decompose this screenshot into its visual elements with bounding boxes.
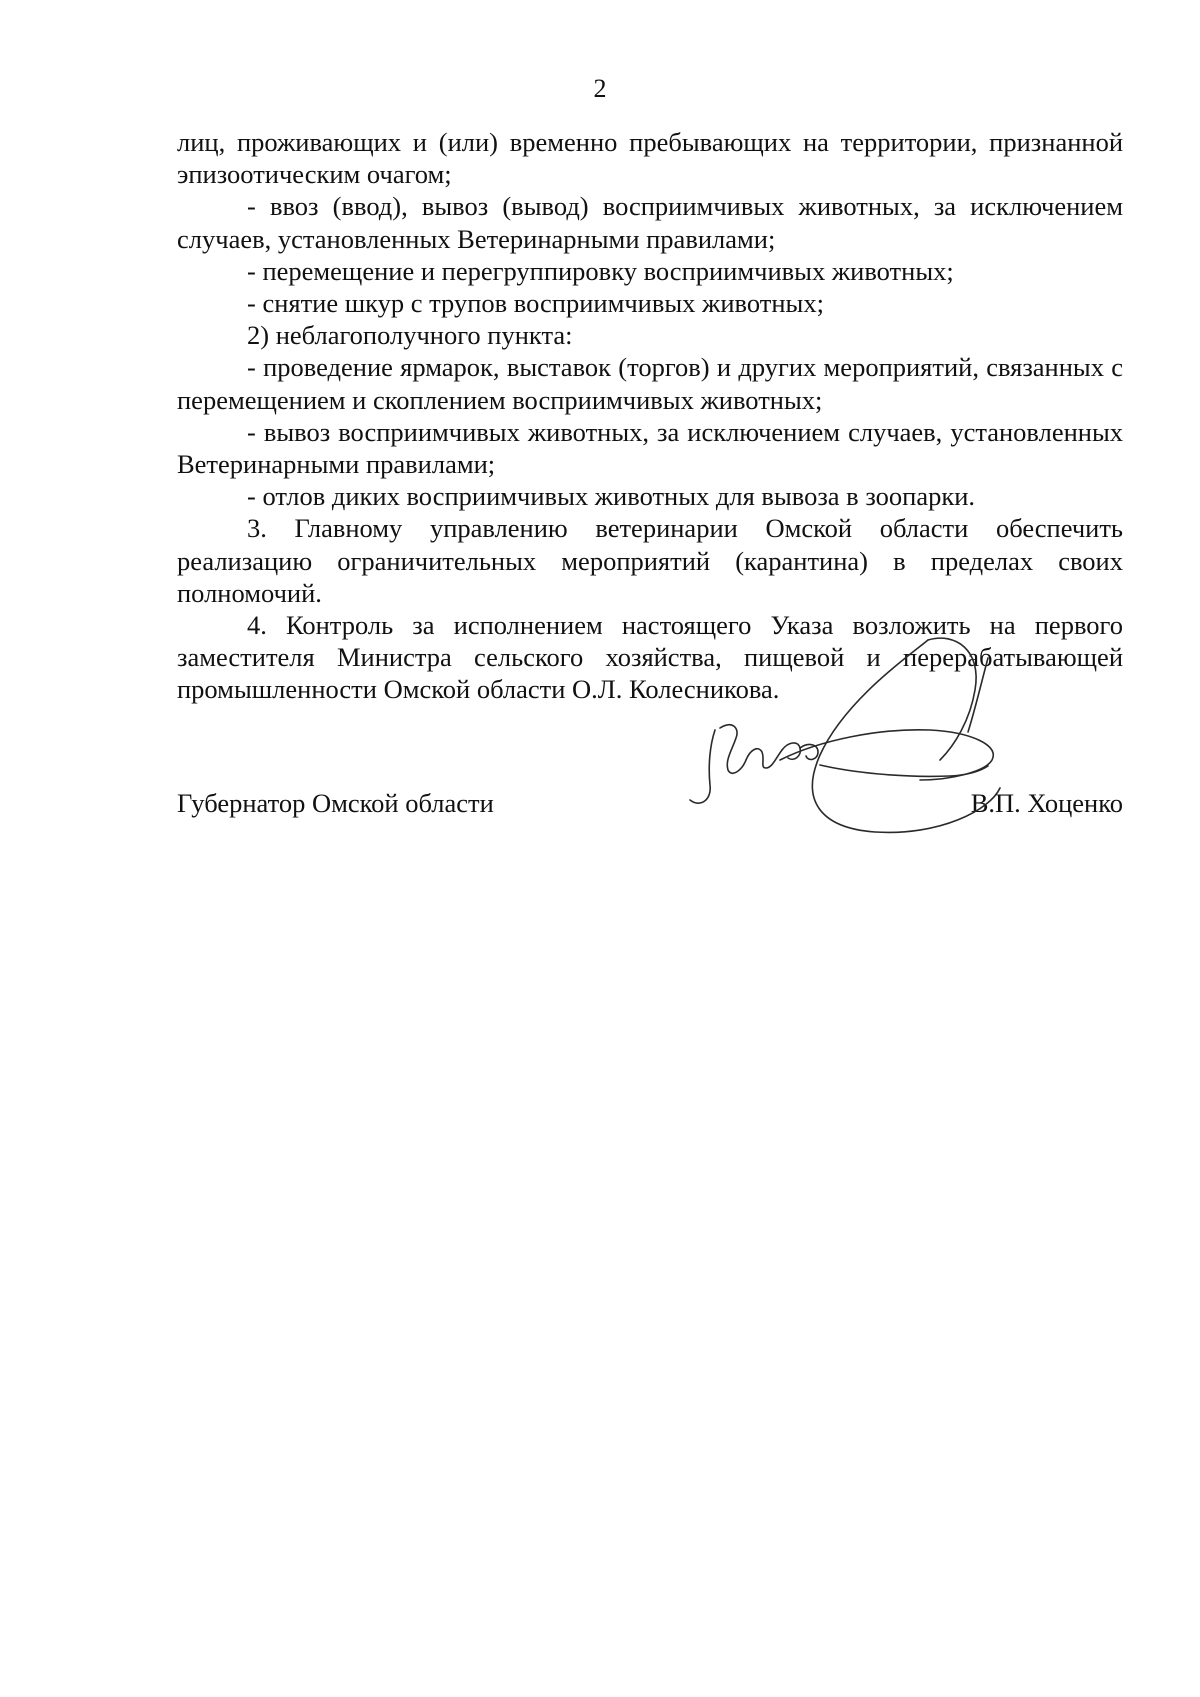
paragraph-7: - вывоз восприимчивых животных, за исключением случаев, установленных Ветеринарными правилами; — [177, 416, 1123, 480]
signer-name: В.П. Хоценко — [970, 788, 1123, 818]
paragraph-10: 4. Контроль за исполнением настоящего Указа возложить на первого заместителя Министра сельского хозяйства, пищевой и перерабатывающей промышленности Омской области О.Л. Колесникова. — [177, 610, 1123, 705]
document-body — [177, 126, 1123, 706]
paragraph-8: - отлов диких восприимчивых животных для вывоза в зоопарки. — [247, 481, 976, 512]
paragraph-1: лиц, проживающих и (или) временно пребывающих на территории, признанной эпизоотическим очагом; — [177, 127, 1123, 190]
paragraph-4: - снятие шкур с трупов восприимчивых животных; — [247, 288, 824, 319]
paragraph-9: 3. Главному управлению ветеринарии Омской области обеспечить реализацию ограничительных мероприятий (карантина) в пределах своих полномочий. — [177, 513, 1123, 608]
paragraph-3: - перемещение и перегруппировку восприимчивых животных; — [247, 255, 954, 286]
paragraph-5: 2) неблагополучного пункта: — [247, 320, 573, 351]
paragraph-6: - проведение ярмарок, выставок (торгов) и других мероприятий, связанных с перемещением и скоплением восприимчивых животных; — [177, 352, 1123, 415]
paragraph-2: - ввоз (ввод), вывоз (вывод) восприимчивых животных, за исключением случаев, установленных Ветеринарными правилами; — [177, 191, 1123, 254]
signature-block — [177, 787, 1123, 827]
page-number: 2 — [593, 74, 607, 103]
signer-title: Губернатор Омской области — [177, 788, 494, 818]
